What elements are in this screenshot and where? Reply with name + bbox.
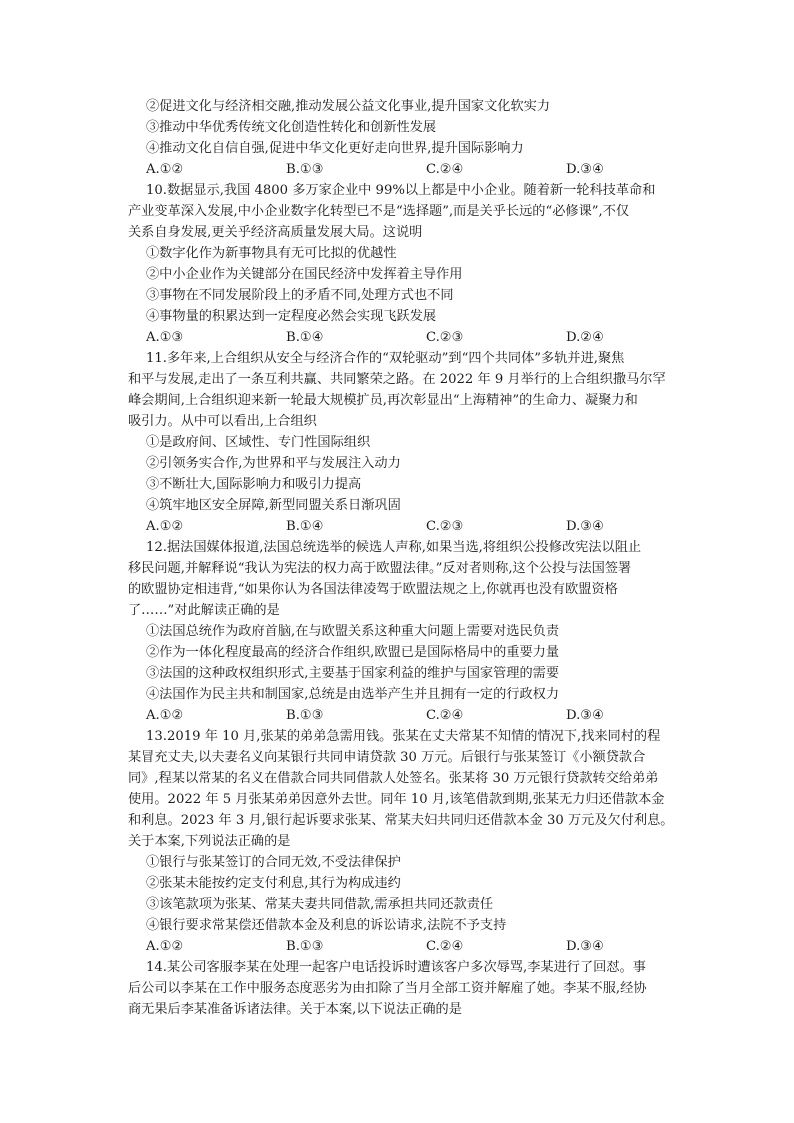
q10-stem-line-1: 10.数据显示,我国 4800 多万家企业中 99%以上都是中小企业。随着新一轮科技革命和 xyxy=(146,183,656,198)
q13-stem-line-2: 某冒充丈夫,以夫妻名义向某银行共同申请贷款 30 万元。后银行与张某签订《小额贷款合 xyxy=(128,750,646,765)
q12-option-3: ③法国的这种政权组织形式,主要基于国家利益的维护与国家管理的需要 xyxy=(146,666,560,681)
q11-choices xyxy=(146,517,666,537)
q12-option-4: ④法国作为民主共和制国家,总统是由选举产生并且拥有一定的行政权力 xyxy=(146,687,560,702)
q10-choice-b[interactable]: B.①④ xyxy=(286,330,324,345)
q10-option-2: ②中小企业作为关键部分在国民经济中发挥着主导作用 xyxy=(146,267,463,282)
q13-stem-line-5: 和利息。2023 年 3 月,银行起诉要求张某、常某夫妇共同归还借款本金 30 万元及欠付利息。 xyxy=(128,813,674,828)
q11-option-4: ④筑牢地区安全屏障,新型同盟关系日渐巩固 xyxy=(146,498,401,513)
q9-option-4: ④推动文化自信自强,促进中华文化更好走向世界,提升国际影响力 xyxy=(146,141,524,156)
q9-choice-b[interactable]: B.①③ xyxy=(286,162,324,177)
q14-stem-line-3: 商无果后李某准备诉诸法律。关于本案,以下说法正确的是 xyxy=(128,1002,462,1017)
q11-option-1: ①是政府间、区域性、专门性国际组织 xyxy=(146,435,371,450)
q12-choices xyxy=(146,706,666,726)
q12-choice-d[interactable]: D.③④ xyxy=(566,708,604,723)
q13-option-3: ③该笔款项为张某、常某夫妻共同借款,需承担共同还款责任 xyxy=(146,897,494,912)
q10-option-4: ④事物量的积累达到一定程度必然会实现飞跃发展 xyxy=(146,309,437,324)
q13-option-4: ④银行要求常某偿还借款本金及利息的诉讼请求,法院不予支持 xyxy=(146,918,507,933)
q11-stem-line-2: 和平与发展,走出了一条互利共赢、共同繁荣之路。在 2022 年 9 月举行的上合组织撒马尔罕 xyxy=(128,372,666,387)
q9-choice-d[interactable]: D.③④ xyxy=(566,162,604,177)
q14-stem-line-1: 14.某公司客服李某在处理一起客户电话投诉时遭该客户多次辱骂,李某进行了回怼。事 xyxy=(146,960,646,975)
q9-choices xyxy=(146,160,666,180)
q12-choice-c[interactable]: C.②④ xyxy=(426,708,464,723)
q13-stem-line-4: 使用。2022 年 5 月张某弟弟因意外去世。同年 10 月,该笔借款到期,张某无力归还借款本金 xyxy=(128,792,665,807)
q11-choice-c[interactable]: C.②③ xyxy=(426,519,464,534)
q10-choice-c[interactable]: C.②③ xyxy=(426,330,464,345)
q10-stem-line-3: 关系自身发展,更关乎经济高质量发展大局。这说明 xyxy=(128,225,423,240)
q13-choice-b[interactable]: B.①③ xyxy=(286,939,324,954)
q10-choice-a[interactable]: A.①③ xyxy=(146,330,184,345)
q13-stem-line-3: 同》,程某以常某的名义在借款合同共同借款人处签名。张某将 30 万元银行贷款转交给弟弟 xyxy=(128,771,659,786)
q12-stem-line-1: 12.据法国媒体报道,法国总统选举的候选人声称,如果当选,将组织公投修改宪法以阻止 xyxy=(146,540,642,555)
q12-choice-a[interactable]: A.①② xyxy=(146,708,184,723)
q11-choice-d[interactable]: D.③④ xyxy=(566,519,604,534)
q10-option-1: ①数字化作为新事物具有无可比拟的优越性 xyxy=(146,246,397,261)
q11-stem-line-4: 吸引力。从中可以看出,上合组织 xyxy=(128,414,317,429)
q13-choice-c[interactable]: C.②④ xyxy=(426,939,464,954)
q9-option-2: ②促进文化与经济相交融,推动发展公益文化事业,提升国家文化软实力 xyxy=(146,99,551,114)
q12-stem-line-4: 了……”对此解读正确的是 xyxy=(128,603,280,618)
q11-choice-a[interactable]: A.①② xyxy=(146,519,184,534)
q12-choice-b[interactable]: B.①③ xyxy=(286,708,324,723)
q12-stem-line-2: 移民问题,并解释说“我认为宪法的权力高于欧盟法律。”反对者则称,这个公投与法国签署 xyxy=(128,561,632,576)
q9-choice-a[interactable]: A.①② xyxy=(146,162,184,177)
q12-option-2: ②作为一体化程度最高的经济合作组织,欧盟已是国际格局中的重要力量 xyxy=(146,645,560,660)
q13-option-2: ②张某未能按约定支付利息,其行为构成违约 xyxy=(146,876,401,891)
q9-option-3: ③推动中华优秀传统文化创造性转化和创新性发展 xyxy=(146,120,437,135)
q14-stem-line-2: 后公司以李某在工作中服务态度恶劣为由扣除了当月全部工资并解雇了她。李某不服,经协 xyxy=(128,981,647,996)
q13-stem-line-6: 关于本案,下列说法正确的是 xyxy=(128,834,291,849)
q10-stem-line-2: 产业变革深入发展,中小企业数字化转型已不是“选择题”,而是关乎长远的“必修课”,不仅 xyxy=(128,204,630,219)
q10-choices xyxy=(146,328,666,348)
q12-option-1: ①法国总统作为政府首脑,在与欧盟关系这种重大问题上需要对选民负责 xyxy=(146,624,560,639)
q9-choice-c[interactable]: C.②④ xyxy=(426,162,464,177)
q11-choice-b[interactable]: B.①④ xyxy=(286,519,324,534)
q13-choice-a[interactable]: A.①② xyxy=(146,939,184,954)
q13-choices xyxy=(146,937,666,957)
q12-stem-line-3: 的欧盟协定相违背,“如果你认为各国法律凌驾于欧盟法规之上,你就再也没有欧盟资格 xyxy=(128,582,618,597)
q10-choice-d[interactable]: D.②④ xyxy=(566,330,604,345)
q10-option-3: ③事物在不同发展阶段上的矛盾不同,处理方式也不同 xyxy=(146,288,454,303)
q11-stem-line-1: 11.多年来,上合组织从安全与经济合作的“双轮驱动”到“四个共同体”多轨并进,聚焦 xyxy=(146,351,625,366)
q11-stem-line-3: 峰会期间,上合组织迎来新一轮最大规模扩员,再次彰显出“上海精神”的生命力、凝聚力和 xyxy=(128,393,638,408)
q11-option-3: ③不断壮大,国际影响力和吸引力提高 xyxy=(146,477,362,492)
q13-option-1: ①银行与张某签订的合同无效,不受法律保护 xyxy=(146,855,401,870)
q11-option-2: ②引领务实合作,为世界和平与发展注入动力 xyxy=(146,456,401,471)
q13-stem-line-1: 13.2019 年 10 月,张某的弟弟急需用钱。张某在丈夫常某不知情的情况下,找来同村的程 xyxy=(146,729,661,744)
q13-choice-d[interactable]: D.③④ xyxy=(566,939,604,954)
